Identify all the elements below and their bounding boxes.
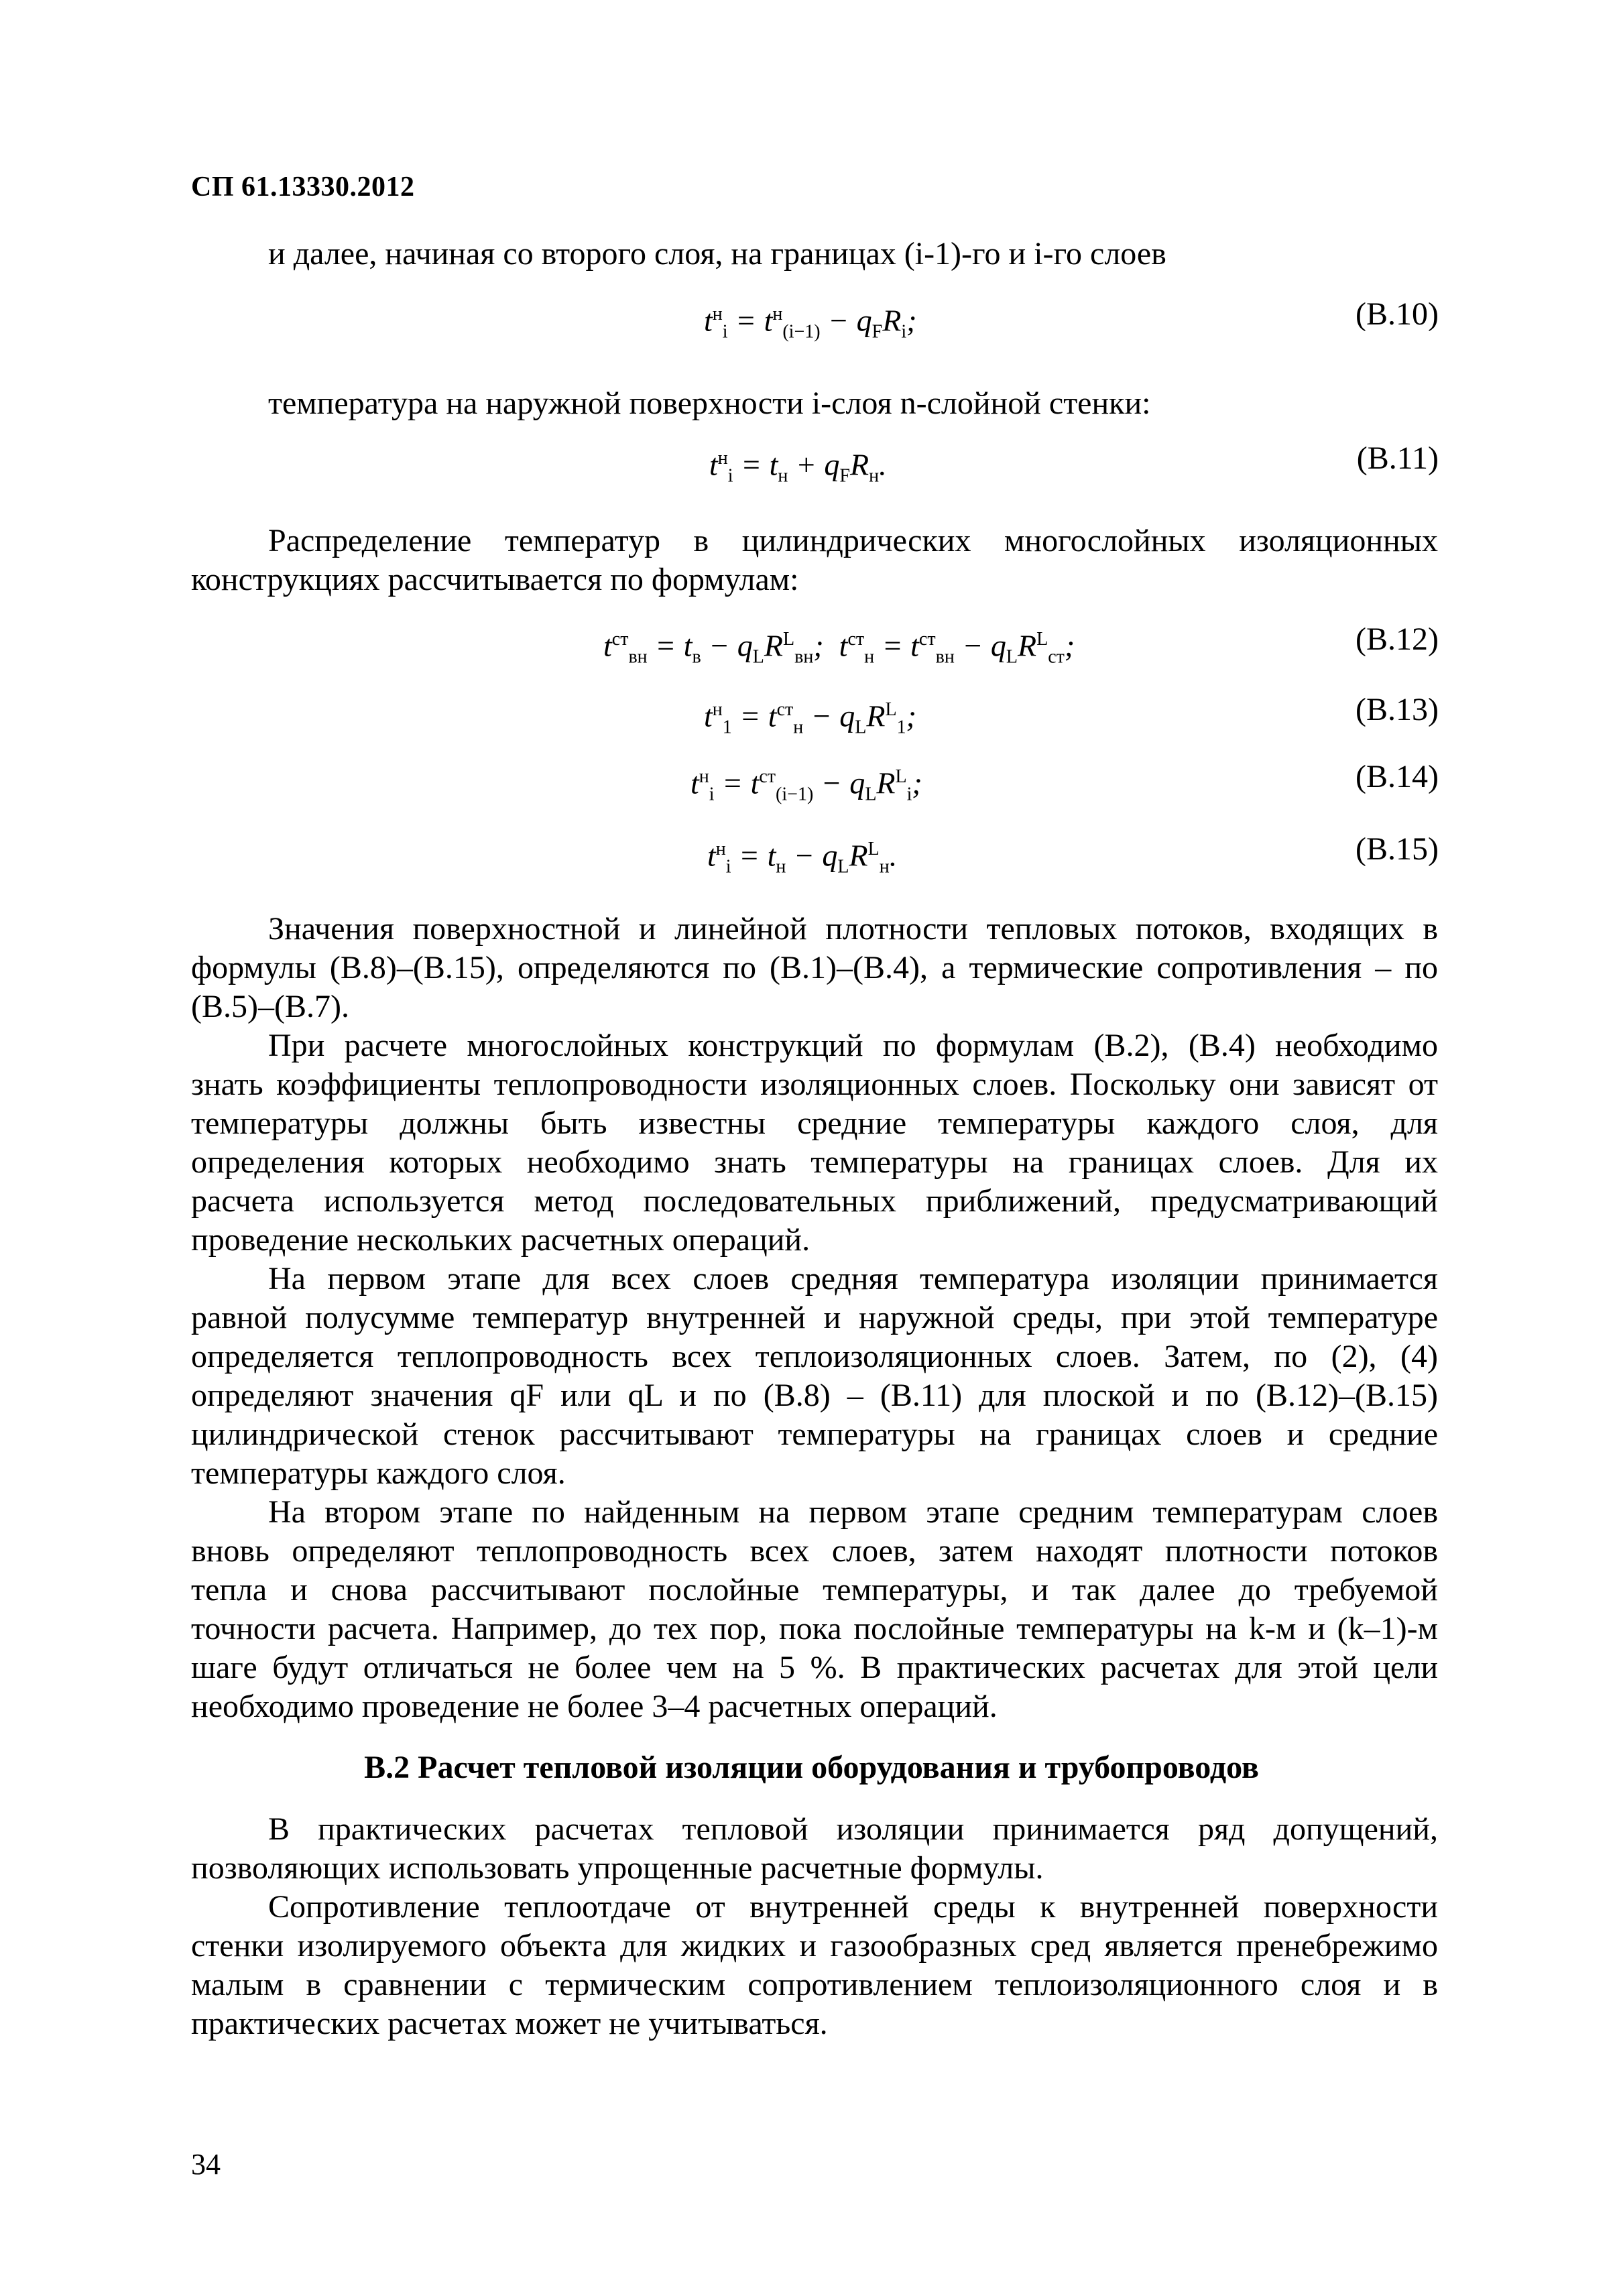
equation-number-b13: (В.13) [1356, 692, 1439, 727]
formula-b10: $t^н_i = t^н_{(i-1)} - q_FR_i$; [704, 303, 917, 343]
para4-line-4: определяют значения qF или qL и по (В.8) – (В.11) для плоской и по (В.12)–(В.15) [191, 1378, 1438, 1413]
para5-line-6: необходимо проведение не более 3–4 расчетных операций. [191, 1689, 998, 1724]
formula-b14: $t^н_i = t^{ст}_{(i-1)} - q_LR^L_i$; [690, 766, 922, 805]
para4-line-2: равной полусумме температур внутренней и наружной среды, при этой температуре [191, 1300, 1438, 1335]
para3-line-4: определения которых необходимо знать температуры на границах слоев. Для их [191, 1144, 1438, 1180]
para4-line-6: температуры каждого слоя. [191, 1455, 566, 1491]
para5-line-1: На втором этапе по найденным на первом этапе средним температурам слоев [268, 1494, 1438, 1530]
para5-line-5: шаге будут отличаться не более чем на 5 %. В практических расчетах для этой цели [191, 1650, 1438, 1685]
intro-line: и далее, начиная со второго слоя, на границах (i-1)-го и i-го слоев [268, 236, 1166, 271]
equation-number-b12: (В.12) [1356, 621, 1439, 657]
formula-b15: $t^н_i = t_н - q_LR^L_н$. [707, 838, 898, 878]
formula-b11: $t^н_i = t_н + q_FR_н$. [709, 447, 887, 487]
document-code-header: СП 61.13330.2012 [191, 172, 415, 202]
para3-line-3: температуры должны быть известны средние температуры каждого слоя, для [191, 1105, 1438, 1141]
equation-number-b14: (В.14) [1356, 759, 1439, 794]
outer-surface-line: температура на наружной поверхности i-слоя n-слойной стенки: [268, 385, 1151, 421]
formula-b12: $t^{ст}_{вн} = t_в - q_LR^L_{вн}$; $t^{ст}_н = t^{ст}_{вн} - q_LR^L_{ст}$; [603, 628, 1075, 668]
equation-number-b10: (В.10) [1356, 296, 1439, 332]
section-heading-b2: В.2 Расчет тепловой изоляции оборудования и трубопроводов [364, 1750, 1259, 1785]
para1-line-1: Распределение температур в цилиндрических многослойных изоляционных [268, 523, 1438, 558]
para3-line-1: При расчете многослойных конструкций по формулам (В.2), (В.4) необходимо [268, 1028, 1438, 1063]
para4-line-5: цилиндрической стенок рассчитывают температуры на границах слоев и средние [191, 1416, 1438, 1452]
para3-line-2: знать коэффициенты теплопроводности изоляционных слоев. Поскольку они зависят от [191, 1067, 1438, 1102]
para5-line-4: точности расчета. Например, до тех пор, пока послойные температуры на k-м и (k–1)-м [191, 1611, 1438, 1646]
page-number: 34 [191, 2148, 221, 2181]
para5-line-2: вновь определяют теплопроводность всех слоев, затем находят плотности потоков [191, 1533, 1438, 1569]
para7-line-1: Сопротивление теплоотдаче от внутренней среды к внутренней поверхности [268, 1889, 1438, 1925]
equation-number-b11: (В.11) [1356, 440, 1439, 476]
equation-number-b15: (В.15) [1356, 831, 1439, 867]
para7-line-2: стенки изолируемого объекта для жидких и газообразных сред является пренебрежимо [191, 1928, 1438, 1963]
formula-b13: $t^н_1 = t^{ст}_н - q_LR^L_1$; [704, 699, 916, 738]
para7-line-4: практических расчетах может не учитываться. [191, 2006, 828, 2041]
para3-line-6: проведение нескольких расчетных операций. [191, 1222, 810, 1258]
para7-line-3: малым в сравнении с термическим сопротивлением теплоизоляционного слоя и в [191, 1967, 1438, 2002]
para6-line-1: В практических расчетах тепловой изоляции принимается ряд допущений, [268, 1811, 1438, 1847]
para6-line-2: позволяющих использовать упрощенные расчетные формулы. [191, 1850, 1044, 1886]
para1-line-2: конструкциях рассчитывается по формулам: [191, 562, 799, 597]
para2-line-3: (В.5)–(В.7). [191, 989, 349, 1024]
para5-line-3: тепла и снова рассчитывают послойные температуры, и так далее до требуемой [191, 1572, 1438, 1608]
para2-line-1: Значения поверхностной и линейной плотности тепловых потоков, входящих в [268, 911, 1438, 947]
para2-line-2: формулы (В.8)–(В.15), определяются по (В.1)–(В.4), а термические сопротивления – по [191, 950, 1438, 985]
para4-line-3: определяется теплопроводность всех теплоизоляционных слоев. Затем, по (2), (4) [191, 1339, 1438, 1374]
para4-line-1: На первом этапе для всех слоев средняя температура изоляции принимается [268, 1261, 1438, 1296]
para3-line-5: расчета используется метод последовательных приближений, предусматривающий [191, 1183, 1438, 1219]
